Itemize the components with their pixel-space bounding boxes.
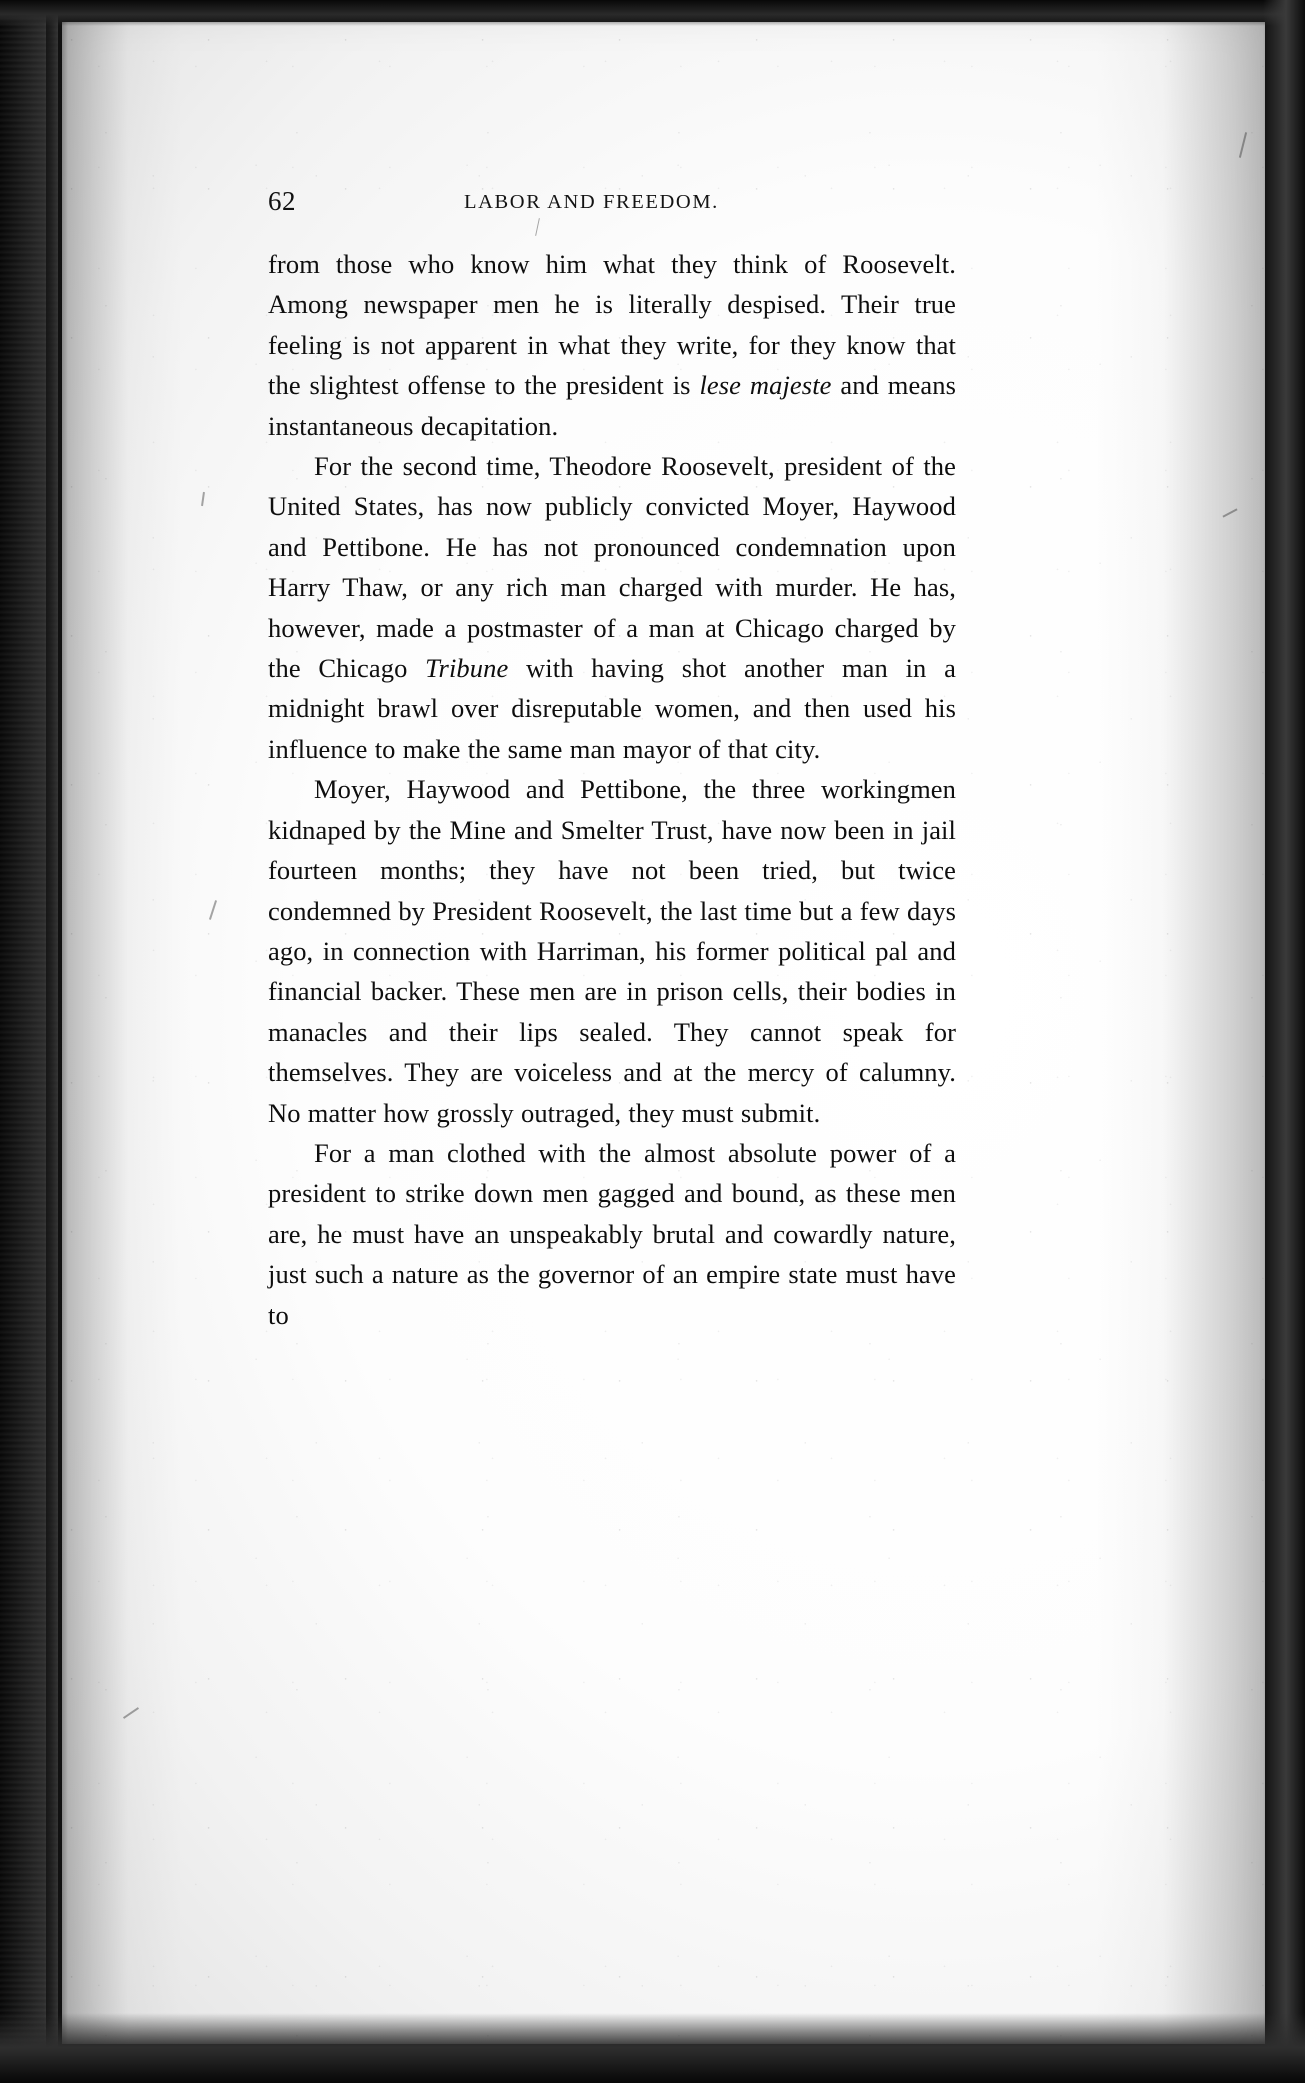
- paragraph-1-text: from those who know him what they think of Roosevelt. Among newspaper men he is literally despised. Their true feeling is not apparent in what they write, for they know that the slightest offense to the president is: [268, 249, 956, 401]
- paragraph-1-text-after: and means instantaneous decapitation.: [268, 370, 956, 441]
- text-column: [268, 186, 956, 1335]
- stray-pencil-mark: [201, 492, 205, 506]
- page-edge-top: [0, 0, 1305, 26]
- paragraph-2-text-after: with having shot another man in a midnight brawl over disreputable women, and then used his influence to make the same man mayor of that city.: [268, 653, 956, 764]
- stray-pencil-mark: [1239, 132, 1247, 158]
- book-gutter-shadow: [0, 0, 58, 2083]
- paragraph-1-italic: lese majeste: [699, 370, 832, 401]
- paragraph-3-text: Moyer, Haywood and Pettibone, the three workingmen kidnaped by the Mine and Smelter Trust, have now been in jail fourteen months; they have not been tried, but twice condemned by President Roosevelt, the last time but a few days ago, in connection with Harriman, his former political pal and financial backer. These men are in prison cells, their bodies in manacles and their lips sealed. They cannot speak for themselves. They are voiceless and at the mercy of calumny. No matter how grossly outraged, they must submit.: [268, 774, 956, 1128]
- stray-pencil-mark: [209, 900, 217, 920]
- page-number: 62: [268, 186, 296, 216]
- page-header: [268, 186, 956, 226]
- paragraph-2-italic: Tribune: [425, 653, 509, 684]
- running-head: LABOR AND FREEDOM.: [464, 191, 719, 213]
- paragraph-3: [268, 769, 956, 1133]
- paragraph-2: [268, 446, 956, 769]
- paragraph-4-text: For a man clothed with the almost absolute power of a president to strike down men gagged and bound, as these men are, he must have an unspeakably brutal and cowardly nature, just such a nature as the governor of an empire state must have to: [268, 1137, 956, 1330]
- stray-pencil-mark: [123, 1707, 139, 1719]
- stray-pencil-mark: [1222, 508, 1237, 517]
- page-edge-right: [1263, 0, 1305, 2083]
- page-edge-bottom: [0, 2013, 1305, 2083]
- paragraph-2-text: For the second time, Theodore Roosevelt, president of the United States, has now publicly convicted Moyer, Haywood and Pettibone. He has not pronounced condemnation upon Harry Thaw, or any rich man charged with murder. He has, however, made a postmaster of a man at Chicago charged by the Chicago: [268, 451, 956, 684]
- paper-sheet: [62, 22, 1265, 2044]
- paragraph-4: [268, 1133, 956, 1335]
- paragraph-1: [268, 244, 956, 446]
